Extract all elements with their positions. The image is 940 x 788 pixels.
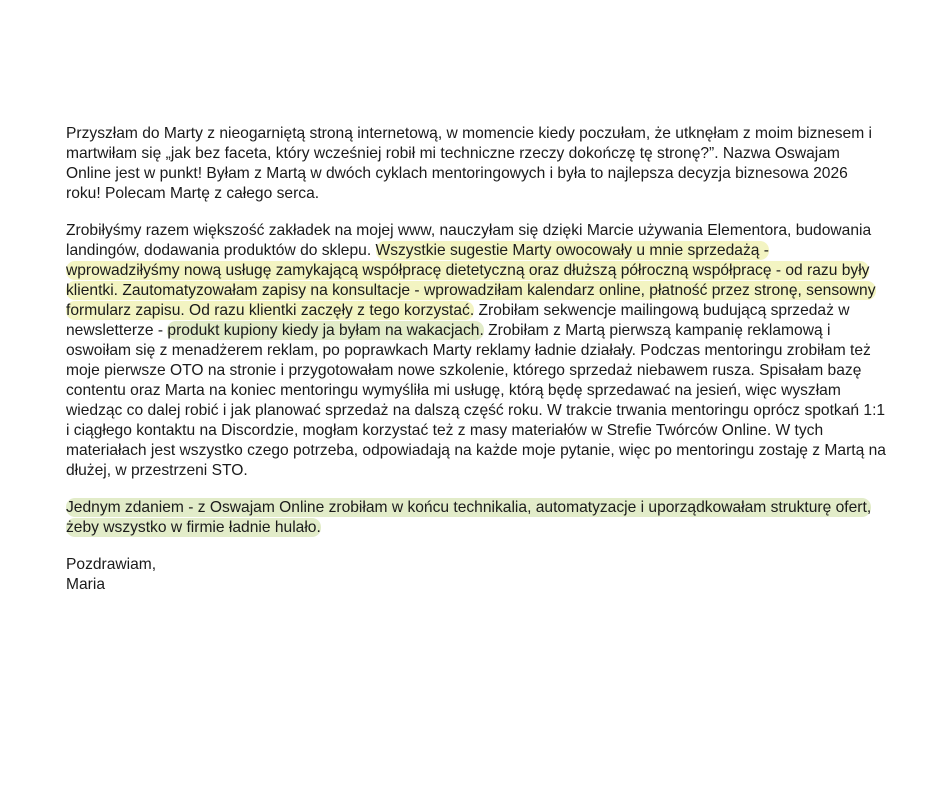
closing-greeting: Pozdrawiam, [66,556,157,573]
highlight-vacation-sale: produkt kupiony kiedy ja byłam na wakacjach. [167,322,484,339]
paragraph-intro-text: Przyszłam do Marty z nieogarniętą stroną internetową, w momencie kiedy poczułam, że utknęłam z moim biznesem i martwiłam się „jak bez faceta, który wcześniej robił mi techniczne rzeczy dokończę tę stronę?”. Nazwa Oswajam Online jest w punkt! Byłam z Martą w dwóch cyklach mentoringowych i była to najlepsza decyzja biznesowa 2026 roku! Polecam Martę z całego serca. [66,125,873,202]
closing-signature [66,555,886,595]
signature-name: Maria [66,576,105,593]
paragraph-details [66,221,886,481]
highlight-sales-results: Wszystkie sugestie Marty owocowały u mnie sprzedażą - wprowadziłyśmy nową usługę zamykającą współpracę dietetyczną oraz dłuższą półroczną współpracę - od razu były klientki. Zautomatyzowałam zapisy na konsultacje - wprowadziłam kalendarz online, płatność przez stronę, sensowny formularz zapisu. Od razu klientki zaczęły z tego korzystać. [66,242,876,319]
details-intro-text: Zrobiłyśmy razem większość zakładek na mojej www, nauczyłam się dzięki Marcie używania Elementora, budowania landingów, dodawania produktów do sklepu. [66,222,872,259]
highlight-summary: Jednym zdaniem - z Oswajam Online zrobiłam w końcu technikalia, automatyzacje i uporządkowałam strukturę ofert, żeby wszystko w firmie ładnie hulało. [66,499,872,536]
testimonial-text [66,124,886,595]
paragraph-summary [66,498,886,538]
details-middle-text: Zrobiłam sekwencje mailingową budującą sprzedaż w newsletterze - [66,302,850,339]
details-rest-text: Zrobiłam z Martą pierwszą kampanię reklamową i oswoiłam się z menadżerem reklam, po poprawkach Marty reklamy ładnie działały. Podczas mentoringu zrobiłam też moje pierwsze OTO na stronie i przygotowałam nowe szkolenie, którego sprzedaż niebawem rusza. Spisałam bazę contentu oraz Marta na koniec mentoringu wymyśliła mi usługę, którą będę sprzedawać na jesień, więc wyszłam wiedząc co dalej robić i jak planować sprzedaż na dalszą część roku. W trakcie trwania mentoringu oprócz spotkań 1:1 i ciągłego kontaktu na Discordzie, mogłam korzystać też z masy materiałów w Strefie Twórców Online. W tych materiałach jest wszystko czego potrzeba, odpowiadają na każde moje pytanie, więc po mentoringu zostaję z Martą na dłużej, w przestrzeni STO. [66,322,886,479]
paragraph-intro [66,124,886,204]
